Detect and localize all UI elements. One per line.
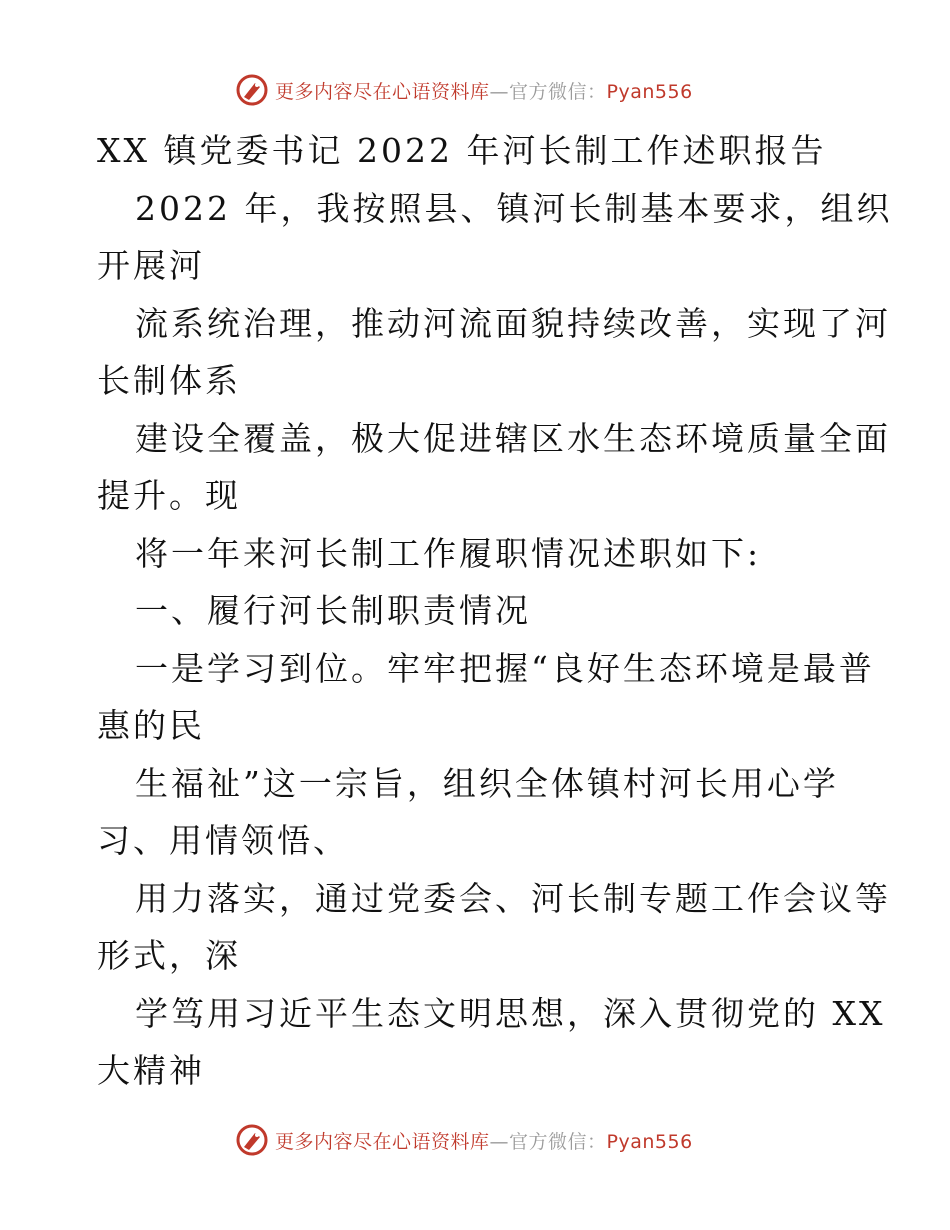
document-title: XX 镇党委书记 2022 年河长制工作述职报告 (97, 131, 827, 170)
pen-nib-logo-icon (235, 1123, 269, 1157)
paragraph-line: 大精神 (97, 1051, 205, 1090)
paragraph-line: 开展河 (97, 246, 205, 285)
paragraph-line: 用力落实，通过党委会、河长制专题工作会议等 (135, 878, 891, 918)
paragraph-line: 建设全覆盖，极大促进辖区水生态环境质量全面 (135, 418, 891, 458)
banner-account: Pyan556 (606, 1130, 693, 1153)
paragraph-line: 一是学习到位。牢牢把握“良好生态环境是最普 (135, 648, 875, 688)
paragraph-line: 生福祉”这一宗旨，组织全体镇村河长用心学 (135, 763, 839, 803)
paragraph-line: 将一年来河长制工作履职情况述职如下: (135, 533, 762, 573)
paragraph-line: 长制体系 (97, 361, 241, 400)
paragraph-line: 形式，深 (97, 936, 241, 975)
paragraph-line: 惠的民 (97, 706, 205, 745)
banner-grey-text: —官方微信： (489, 1130, 607, 1153)
banner-red-text: 更多内容尽在心语资料库 (275, 1130, 490, 1153)
banner-account: Pyan556 (606, 80, 693, 103)
banner-grey-text: —官方微信： (489, 80, 607, 103)
paragraph-line: 流系统治理，推动河流面貌持续改善，实现了河 (135, 303, 891, 343)
paragraph-line: 2022 年，我按照县、镇河长制基本要求，组织 (135, 188, 893, 228)
section-heading: 一、履行河长制职责情况 (135, 591, 531, 630)
banner-red-text: 更多内容尽在心语资料库 (275, 80, 490, 103)
paragraph-line: 学笃用习近平生态文明思想，深入贯彻党的 XX (135, 993, 886, 1033)
pen-nib-logo-icon (235, 73, 269, 107)
paragraph-line: 习、用情领悟、 (97, 821, 349, 860)
paragraph-line: 提升。现 (97, 476, 241, 515)
footer-watermark-banner (235, 1120, 693, 1160)
header-watermark-banner (235, 70, 693, 110)
document-body (97, 122, 893, 1100)
